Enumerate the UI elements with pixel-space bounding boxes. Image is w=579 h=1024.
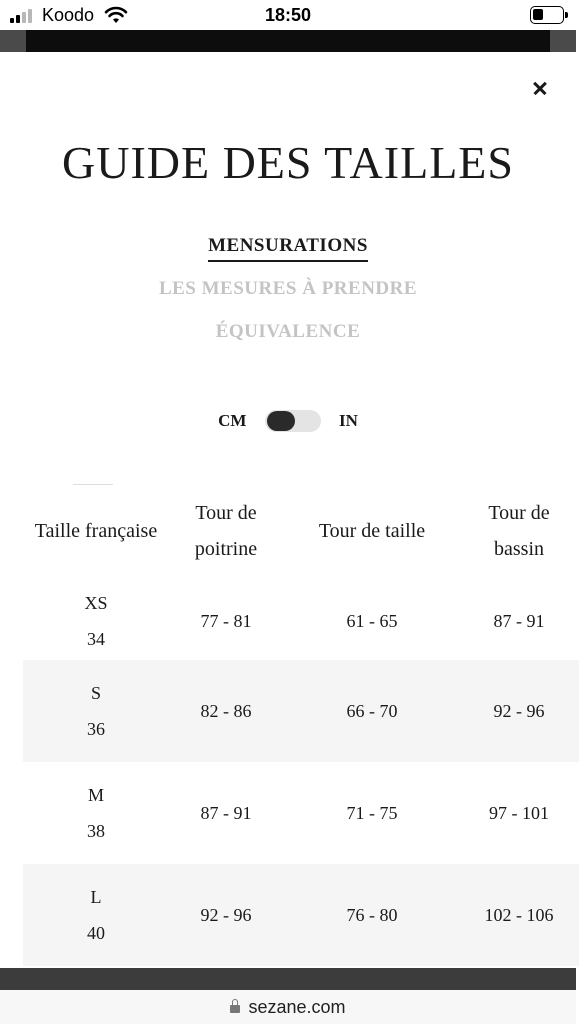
table-row [23,570,579,672]
chest-cell: 82 - 86 [200,700,252,721]
page-backdrop-inner [26,30,550,52]
size-guide-modal [0,52,576,968]
size-cell [23,570,169,672]
size-cell [23,660,169,762]
waist-cell: 76 - 80 [346,904,398,925]
size-letter: S [90,683,101,703]
size-cell [23,762,169,864]
waist-cell: 66 - 70 [346,700,398,721]
unit-in-label[interactable]: IN [338,411,358,431]
tab-equivalence[interactable] [0,320,576,363]
tab-label: MENSURATIONS [208,234,368,262]
size-number: 40 [87,923,105,943]
table-row [23,660,579,762]
chest-cell: 87 - 91 [200,802,252,823]
tab-mesures-a-prendre[interactable] [0,277,576,320]
url-text: sezane.com [248,997,346,1017]
header-waist: Tour de taille [318,520,426,542]
hips-cell: 102 - 106 [484,904,554,925]
table-row [23,762,579,864]
tab-label: ÉQUIVALENCE [215,321,361,342]
unit-cm-label[interactable]: CM [218,411,247,431]
hips-cell: 92 - 96 [493,700,545,721]
clock: 18:50 [264,5,312,25]
table-row [23,864,579,966]
size-number: 34 [87,629,105,649]
browser-url-bar[interactable] [0,990,576,1024]
chest-cell: 77 - 81 [200,610,252,631]
size-number: 36 [87,719,105,739]
size-letter: M [87,785,104,805]
modal-title: GUIDE DES TAILLES [62,137,514,188]
size-cell [23,864,169,966]
table-header [23,486,553,576]
tab-mensurations[interactable] [0,234,576,277]
page-backdrop-bottom [0,968,576,990]
hips-cell: 97 - 101 [489,802,549,823]
carrier-name: Koodo [42,5,95,25]
unit-switch-knob [267,411,295,431]
size-guide-tabs [0,234,576,363]
header-chest: Tour de poitrine [194,502,258,560]
status-bar [0,0,576,30]
size-letter: XS [84,593,108,613]
size-table[interactable] [23,486,554,943]
size-letter: L [90,887,102,907]
chest-cell: 92 - 96 [200,904,252,925]
size-number: 38 [87,821,105,841]
battery-icon [530,6,564,24]
tab-label: LES MESURES À PRENDRE [158,278,418,299]
header-hips: Tour de bassin [488,502,550,560]
waist-cell: 61 - 65 [346,610,398,631]
unit-toggle [0,410,576,432]
close-icon[interactable] [526,74,554,102]
unit-switch[interactable] [265,410,321,432]
waist-cell: 71 - 75 [346,802,398,823]
hips-cell: 87 - 91 [493,610,545,631]
header-french-size: Taille française [34,520,158,542]
lock-icon [230,1005,240,1013]
